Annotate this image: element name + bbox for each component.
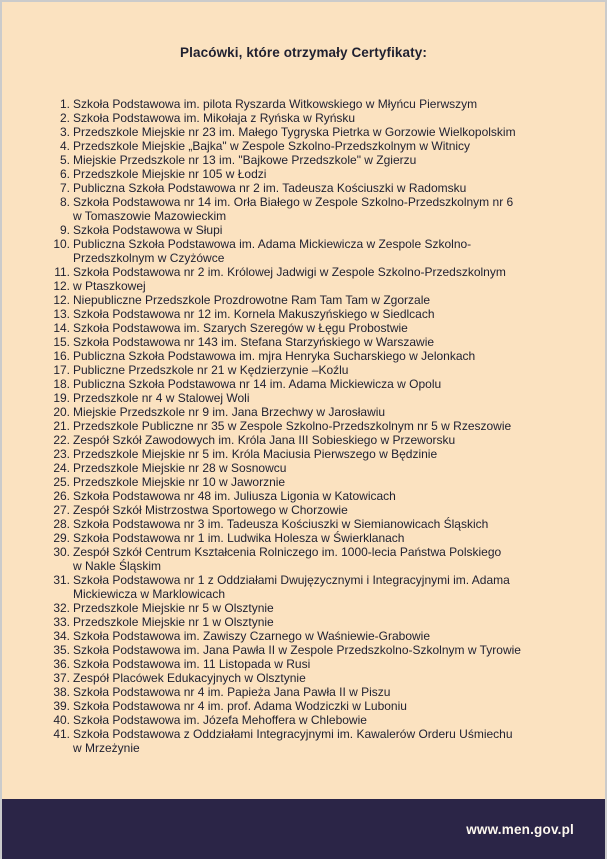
list-item <box>44 671 577 685</box>
list-item-number: 17. <box>53 363 70 377</box>
list-item-number: 3. <box>59 125 70 139</box>
list-item-text: Szkoła Podstawowa nr 3 im. Tadeusza Kościuszki w Siemianowicach Śląskich <box>73 517 489 531</box>
list-item <box>44 195 577 223</box>
list-item-number: 12. <box>53 279 70 293</box>
list-item-number: 12. <box>53 293 70 307</box>
list-item <box>44 265 577 279</box>
list-item-number: 29. <box>53 531 70 545</box>
list-item <box>44 181 577 195</box>
list-item-text: Przedszkole Miejskie nr 10 w Jaworznie <box>73 475 286 489</box>
list-item <box>44 391 577 405</box>
list-item-text: Miejskie Przedszkole nr 13 im. "Bajkowe Przedszkole" w Zgierzu <box>73 153 417 167</box>
list-item-text: Szkoła Podstawowa im. Józefa Mehoffera w Chlebowie <box>73 713 367 727</box>
list-item <box>44 419 577 433</box>
list-item-text: Szkoła Podstawowa nr 12 im. Kornela Makuszyńskiego w Siedlcach <box>73 307 435 321</box>
list-item-text: Przedszkole Miejskie nr 105 w Łodzi <box>73 167 267 181</box>
list-item-number: 5. <box>59 153 70 167</box>
list-item-text: Szkoła Podstawowa nr 2 im. Królowej Jadwigi w Zespole Szkolno-Przedszkolnym <box>73 265 506 279</box>
list-item-text: Przedszkole Miejskie nr 5 im. Króla Maciusia Pierwszego w Będzinie <box>73 447 438 461</box>
list-item-text: Publiczna Szkoła Podstawowa nr 2 im. Tadeusza Kościuszki w Radomsku <box>73 181 467 195</box>
list-item-text: Szkoła Podstawowa im. Zawiszy Czarnego w Waśniewie-Grabowie <box>73 629 431 643</box>
list-item-text: w Ptaszkowej <box>73 279 146 293</box>
page-title: Placówki, które otrzymały Certyfikaty: <box>180 45 427 60</box>
list-item <box>44 447 577 461</box>
list-item-number: 19. <box>53 391 70 405</box>
list-item-number: 30. <box>53 545 70 559</box>
list-item-number: 34. <box>53 629 70 643</box>
list-item-text: Przedszkole nr 4 w Stalowej Woli <box>73 391 250 405</box>
list-item-number: 26. <box>53 489 70 503</box>
list-item-number: 33. <box>53 615 70 629</box>
list-item-number: 25. <box>53 475 70 489</box>
list-item-text: Publiczna Szkoła Podstawowa nr 14 im. Adama Mickiewicza w Opolu <box>73 377 442 391</box>
list-item-text: Przedszkole Publiczne nr 35 w Zespole Szkolno-Przedszkolnym nr 5 w Rzeszowie <box>73 419 512 433</box>
list-item-text: Przedszkole Miejskie nr 23 im. Małego Tygryska Pietrka w Gorzowie Wielkopolskim <box>73 125 516 139</box>
list-item-text: Zespół Placówek Edukacyjnych w Olsztynie <box>73 671 306 685</box>
list-item-number: 8. <box>59 195 70 209</box>
list-item <box>44 153 577 167</box>
list-item-text: Szkoła Podstawowa nr 4 im. prof. Adama Wodziczki w Luboniu <box>73 699 407 713</box>
list-item <box>44 601 577 615</box>
list-item-number: 4. <box>59 139 70 153</box>
list-item-text: Przedszkole Miejskie nr 28 w Sosnowcu <box>73 461 287 475</box>
list-item <box>44 503 577 517</box>
list-item-text: Szkoła Podstawowa nr 48 im. Juliusza Ligonia w Katowicach <box>73 489 396 503</box>
list-item <box>44 727 577 755</box>
list-item-text: Przedszkole Miejskie nr 5 w Olsztynie <box>73 601 274 615</box>
list-item <box>44 629 577 643</box>
list-item-number: 13. <box>53 307 70 321</box>
list-item-text: Przedszkole Miejskie nr 1 w Olsztynie <box>73 615 274 629</box>
list-item <box>44 433 577 447</box>
list-item <box>44 125 577 139</box>
list-item <box>44 405 577 419</box>
list-item-number: 15. <box>53 335 70 349</box>
list-item <box>44 139 577 153</box>
list-item-number: 10. <box>53 237 70 251</box>
list-item-number: 32. <box>53 601 70 615</box>
certificate-list <box>44 97 577 755</box>
list-item-number: 27. <box>53 503 70 517</box>
list-item-number: 14. <box>53 321 70 335</box>
list-item-number: 24. <box>53 461 70 475</box>
list-item <box>44 643 577 657</box>
list-item-number: 11. <box>54 265 70 279</box>
list-item-text: Miejskie Przedszkole nr 9 im. Jana Brzechwy w Jarosławiu <box>73 405 386 419</box>
list-item-number: 28. <box>53 517 70 531</box>
list-item-number: 1. <box>59 97 70 111</box>
list-item <box>44 223 577 237</box>
list-item <box>44 167 577 181</box>
list-item-number: 39. <box>53 699 70 713</box>
list-item-text: Zespół Szkół Mistrzostwa Sportowego w Chorzowie <box>73 503 348 517</box>
list-item <box>44 461 577 475</box>
list-item-text: Szkoła Podstawowa im. 11 Listopada w Rusi <box>73 657 311 671</box>
list-item <box>44 531 577 545</box>
list-item <box>44 475 577 489</box>
list-item-text: Szkoła Podstawowa nr 14 im. Orła Białego w Zespole Szkolno-Przedszkolnym nr 6 w Tomaszowie Mazowieckim <box>73 195 514 223</box>
list-item-text: Szkoła Podstawowa w Słupi <box>73 223 223 237</box>
list-item-number: 6. <box>59 167 70 181</box>
list-item <box>44 699 577 713</box>
list-item-number: 2. <box>59 111 70 125</box>
list-item <box>44 517 577 531</box>
list-item-number: 38. <box>53 685 70 699</box>
list-item <box>44 713 577 727</box>
list-item-number: 40. <box>53 713 70 727</box>
list-item <box>44 111 577 125</box>
list-item-number: 36. <box>53 657 70 671</box>
list-item-text: Szkoła Podstawowa nr 1 im. Ludwika Holesza w Świerklanach <box>73 531 405 545</box>
list-item-number: 20. <box>53 405 70 419</box>
list-item-number: 21. <box>53 419 70 433</box>
list-item <box>44 573 577 601</box>
list-item-text: Szkoła Podstawowa z Oddziałami Integracyjnymi im. Kawalerów Orderu Uśmiechu w Mrzeżynie <box>73 727 513 755</box>
list-item-text: Szkoła Podstawowa im. pilota Ryszarda Witkowskiego w Młyńcu Pierwszym <box>73 97 478 111</box>
list-item <box>44 97 577 111</box>
list-item-text: Szkoła Podstawowa nr 143 im. Stefana Starzyńskiego w Warszawie <box>73 335 435 349</box>
list-item-number: 18. <box>53 377 70 391</box>
list-item <box>44 293 577 307</box>
list-item-text: Przedszkole Miejskie „Bajka" w Zespole Szkolno-Przedszkolnym w Witnicy <box>73 139 471 153</box>
list-item-number: 31. <box>53 573 70 587</box>
list-item <box>44 321 577 335</box>
list-item-text: Niepubliczne Przedszkole Prozdrowotne Ram Tam Tam w Zgorzale <box>73 293 431 307</box>
list-item-number: 41. <box>53 727 70 741</box>
list-item-number: 16. <box>53 349 70 363</box>
list-item-text: Szkoła Podstawowa im. Szarych Szeregów w Łęgu Probostwie <box>73 321 408 335</box>
footer-url: www.men.gov.pl <box>466 821 574 837</box>
list-item-text: Szkoła Podstawowa nr 1 z Oddziałami Dwujęzycznymi i Integracyjnymi im. Adama Mickiewicza w Marklowicach <box>73 573 510 601</box>
list-item-number: 35. <box>53 643 70 657</box>
list-item-text: Publiczne Przedszkole nr 21 w Kędzierzynie –Koźlu <box>73 363 349 377</box>
list-item <box>44 545 577 573</box>
list-item-text: Zespół Szkół Zawodowych im. Króla Jana III Sobieskiego w Przeworsku <box>73 433 456 447</box>
list-item <box>44 335 577 349</box>
list-item-text: Szkoła Podstawowa im. Jana Pawła II w Zespole Przedszkolno-Szkolnym w Tyrowie <box>73 643 521 657</box>
list-item <box>44 279 577 293</box>
list-item-number: 7. <box>59 181 70 195</box>
list-item-text: Zespół Szkół Centrum Kształcenia Rolniczego im. 1000-lecia Państwa Polskiego w Nakle Śląskim <box>73 545 502 573</box>
list-item-number: 23. <box>53 447 70 461</box>
list-item <box>44 489 577 503</box>
list-item-number: 37. <box>53 671 70 685</box>
list-item <box>44 615 577 629</box>
list-item <box>44 363 577 377</box>
list-item-text: Publiczna Szkoła Podstawowa im. mjra Henryka Sucharskiego w Jelonkach <box>73 349 476 363</box>
list-item <box>44 377 577 391</box>
footer-bar <box>2 799 605 859</box>
list-item <box>44 307 577 321</box>
list-item-number: 9. <box>59 223 70 237</box>
list-item <box>44 685 577 699</box>
list-item-text: Szkoła Podstawowa nr 4 im. Papieża Jana Pawła II w Piszu <box>73 685 391 699</box>
list-item <box>44 237 577 265</box>
list-item <box>44 349 577 363</box>
list-item-text: Szkoła Podstawowa im. Mikołaja z Ryńska w Ryńsku <box>73 111 356 125</box>
list-item-number: 22. <box>53 433 70 447</box>
list-item <box>44 657 577 671</box>
list-item-text: Publiczna Szkoła Podstawowa im. Adama Mickiewicza w Zespole Szkolno- Przedszkolnym w Czyżówce <box>73 237 472 265</box>
